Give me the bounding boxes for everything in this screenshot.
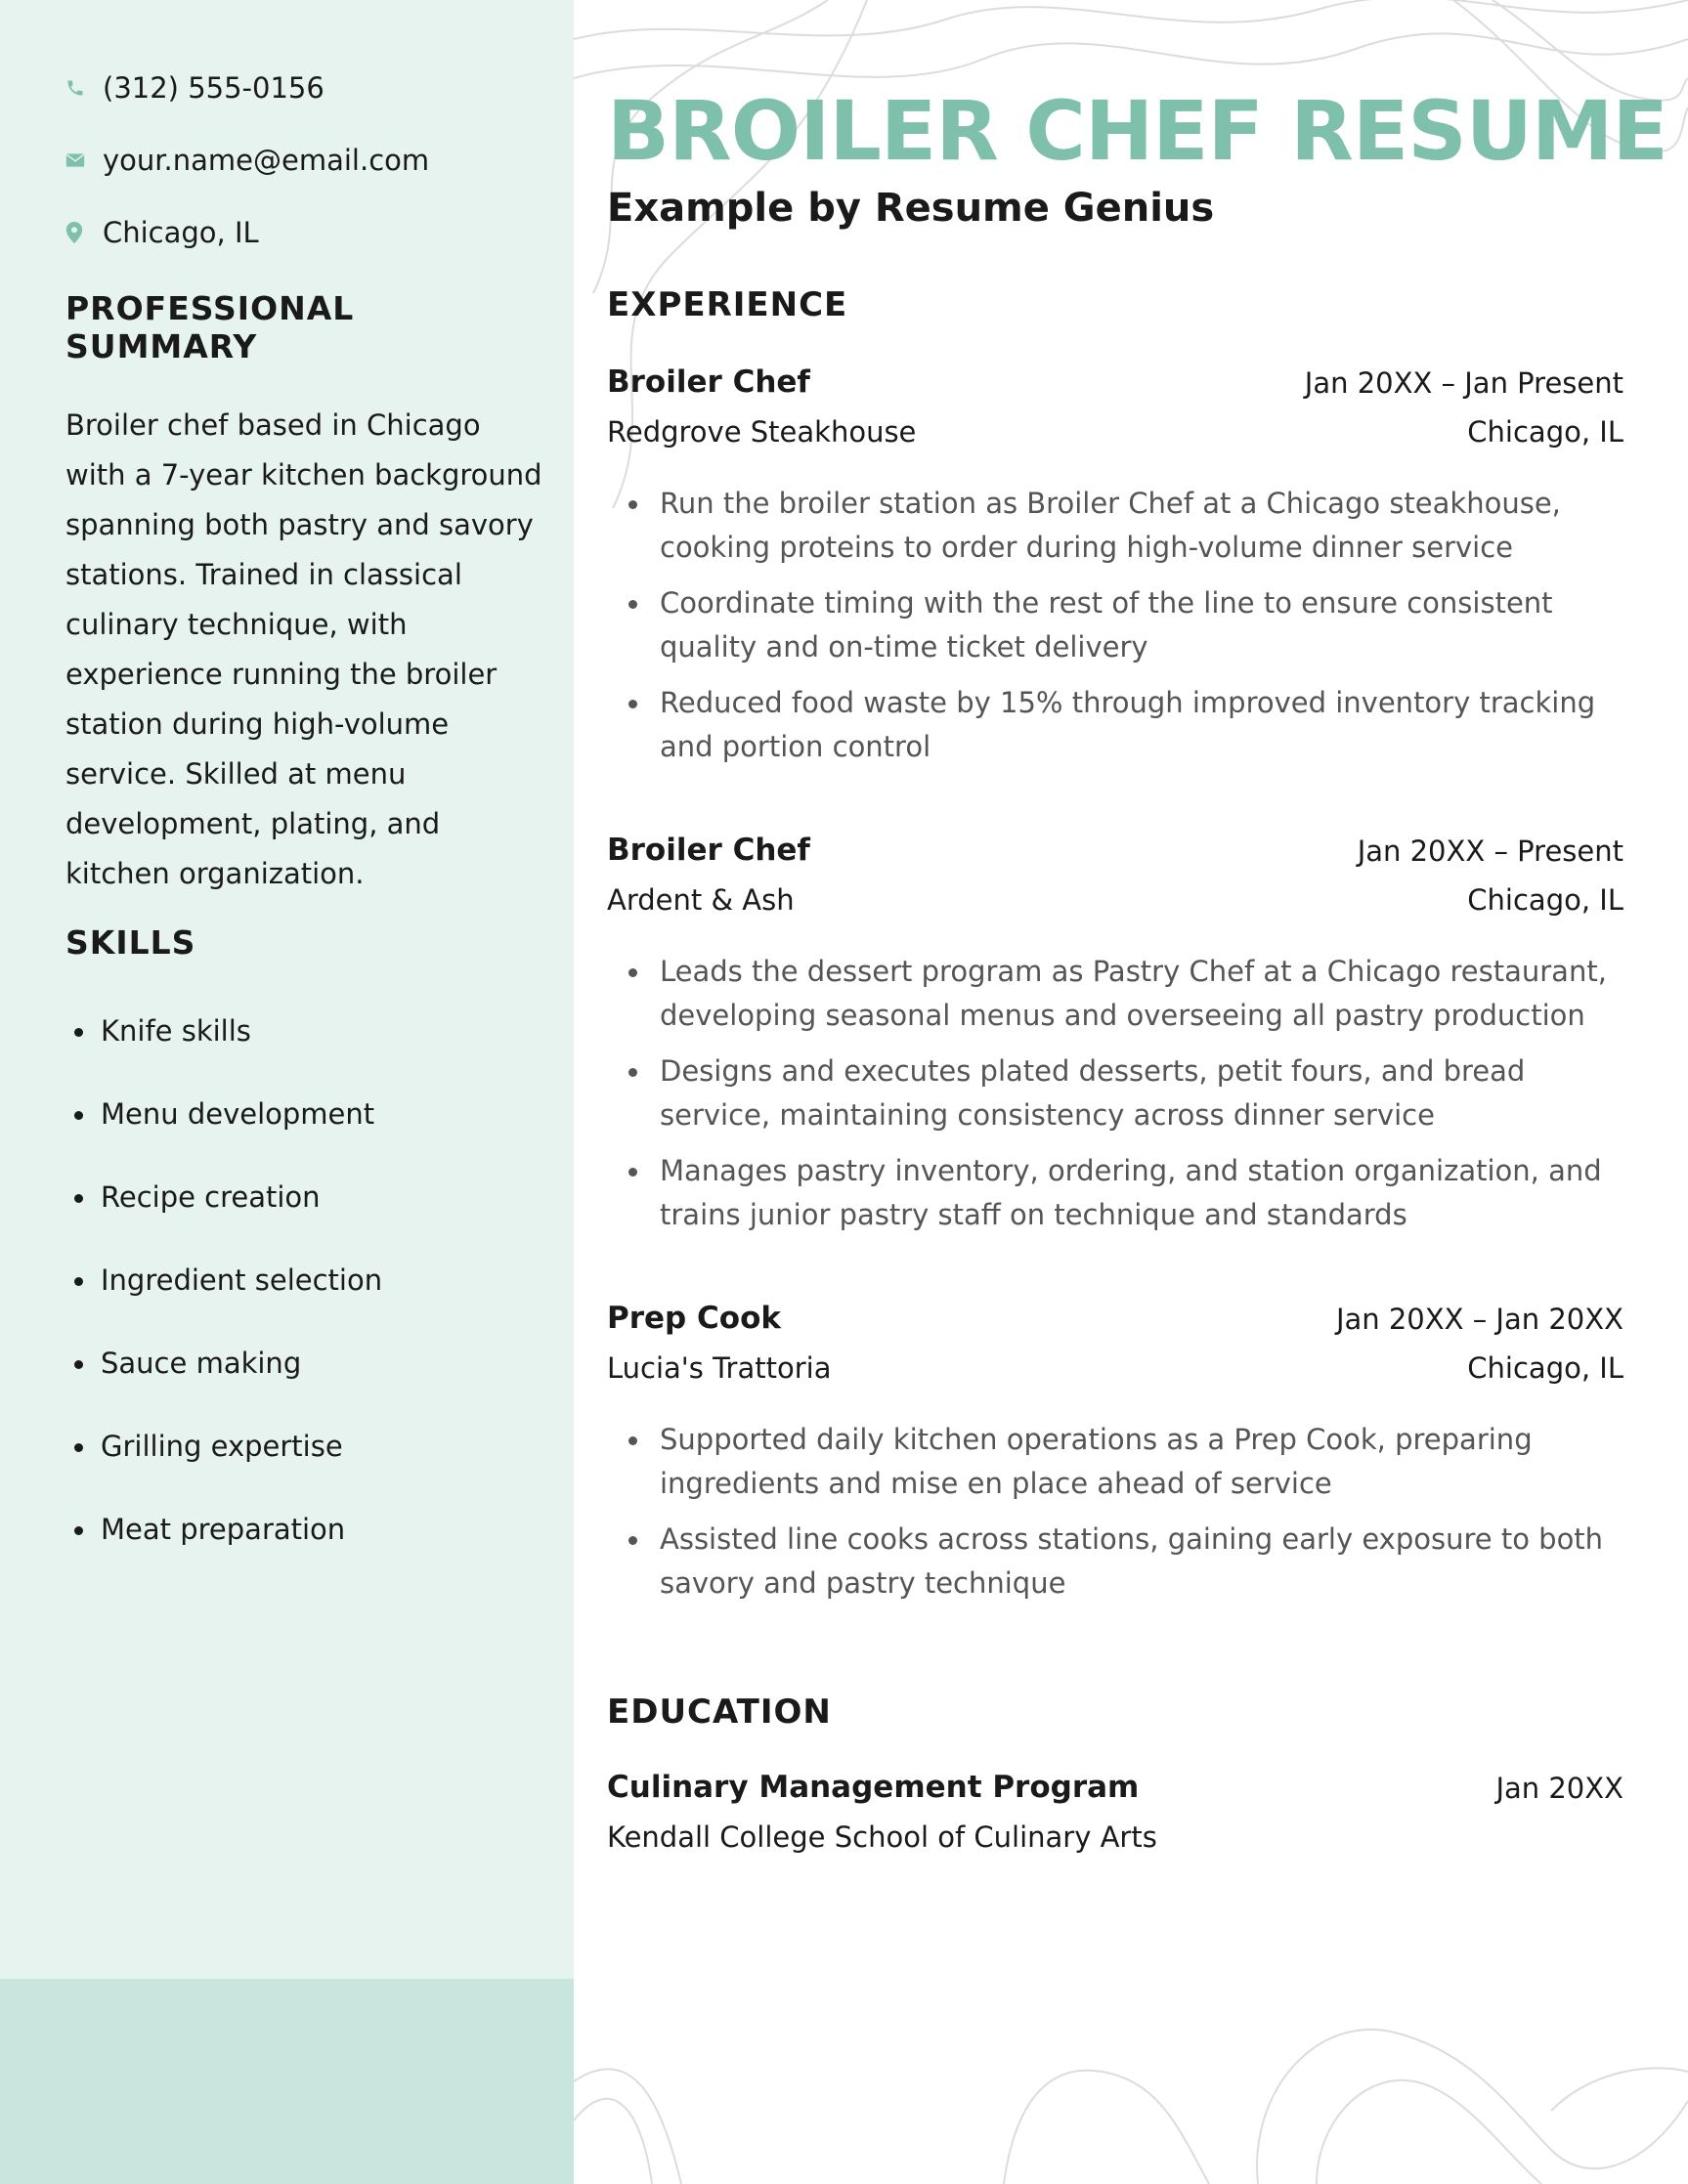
skill-item: Menu development bbox=[65, 1085, 382, 1168]
job-title: Prep Cook bbox=[607, 1301, 781, 1336]
job-title: Broiler Chef bbox=[607, 833, 810, 868]
summary-text: Broiler chef based in Chicago with a 7-year kitchen background spanning both pastry and savory stations. Trained in classical culinary technique, with experience running the broiler station during high-volume service. Skilled at menu development, plating, and kitchen organization. bbox=[65, 408, 542, 890]
contact-location bbox=[65, 216, 259, 249]
sidebar-footer-band bbox=[0, 1979, 574, 2184]
job-bullet: Run the broiler station as Broiler Chef at a Chicago steakhouse, cooking proteins to order during high-volume dinner service bbox=[607, 482, 1623, 570]
education-entry bbox=[607, 1770, 1623, 1871]
job-company: Lucia's Trattoria bbox=[607, 1351, 832, 1385]
job-location: Chicago, IL bbox=[1467, 1351, 1623, 1385]
job-bullets bbox=[607, 950, 1623, 1237]
skills-list bbox=[65, 1002, 382, 1583]
email-text: your.name@email.com bbox=[103, 144, 430, 177]
skill-item: Knife skills bbox=[65, 1002, 382, 1085]
email-icon bbox=[65, 146, 103, 175]
job-dates: Jan 20XX – Jan Present bbox=[1304, 366, 1623, 400]
phone-icon bbox=[65, 73, 103, 103]
job-bullets bbox=[607, 482, 1623, 769]
page-subtitle: Example by Resume Genius bbox=[607, 186, 1215, 231]
job-dates: Jan 20XX – Present bbox=[1357, 835, 1623, 868]
job-bullet: Leads the dessert program as Pastry Chef at a Chicago restaurant, developing seasonal menus and overseeing all pastry production bbox=[607, 950, 1623, 1038]
job-bullet: Manages pastry inventory, ordering, and station organization, and trains junior pastry staff on technique and standards bbox=[607, 1149, 1623, 1237]
experience-entry bbox=[607, 833, 1623, 1249]
skill-item: Sauce making bbox=[65, 1334, 382, 1417]
experience-entry bbox=[607, 364, 1623, 781]
experience-heading: EXPERIENCE bbox=[607, 285, 848, 324]
education-heading: EDUCATION bbox=[607, 1692, 832, 1732]
education-school: Kendall College School of Culinary Arts bbox=[607, 1820, 1157, 1854]
job-bullet: Coordinate timing with the rest of the line to ensure consistent quality and on-time ticket delivery bbox=[607, 581, 1623, 669]
education-date: Jan 20XX bbox=[1495, 1772, 1623, 1805]
job-bullet: Designs and executes plated desserts, petit fours, and bread service, maintaining consistency across dinner service bbox=[607, 1049, 1623, 1137]
contact-phone bbox=[65, 71, 325, 105]
job-company: Redgrove Steakhouse bbox=[607, 415, 917, 449]
job-title: Broiler Chef bbox=[607, 364, 810, 400]
job-company: Ardent & Ash bbox=[607, 883, 795, 917]
summary-heading: PROFESSIONAL SUMMARY bbox=[65, 289, 355, 365]
experience-entry bbox=[607, 1301, 1623, 1617]
skill-item: Meat preparation bbox=[65, 1500, 382, 1583]
job-location: Chicago, IL bbox=[1467, 883, 1623, 917]
job-dates: Jan 20XX – Jan 20XX bbox=[1335, 1303, 1623, 1336]
skill-item: Recipe creation bbox=[65, 1168, 382, 1251]
skills-heading: SKILLS bbox=[65, 923, 196, 962]
page-title: BROILER CHEF RESUME bbox=[607, 83, 1667, 179]
job-bullet: Reduced food waste by 15% through improved inventory tracking and portion control bbox=[607, 681, 1623, 769]
contact-email bbox=[65, 144, 429, 177]
location-pin-icon bbox=[65, 218, 103, 247]
skill-item: Ingredient selection bbox=[65, 1251, 382, 1334]
location-text: Chicago, IL bbox=[103, 216, 259, 249]
job-bullets bbox=[607, 1418, 1623, 1606]
job-bullet: Supported daily kitchen operations as a Prep Cook, preparing ingredients and mise en place ahead of service bbox=[607, 1418, 1623, 1506]
job-bullet: Assisted line cooks across stations, gaining early exposure to both savory and pastry technique bbox=[607, 1518, 1623, 1606]
phone-text: (312) 555-0156 bbox=[103, 71, 325, 105]
skill-item: Grilling expertise bbox=[65, 1417, 382, 1500]
education-program: Culinary Management Program bbox=[607, 1770, 1140, 1805]
job-location: Chicago, IL bbox=[1467, 415, 1623, 449]
